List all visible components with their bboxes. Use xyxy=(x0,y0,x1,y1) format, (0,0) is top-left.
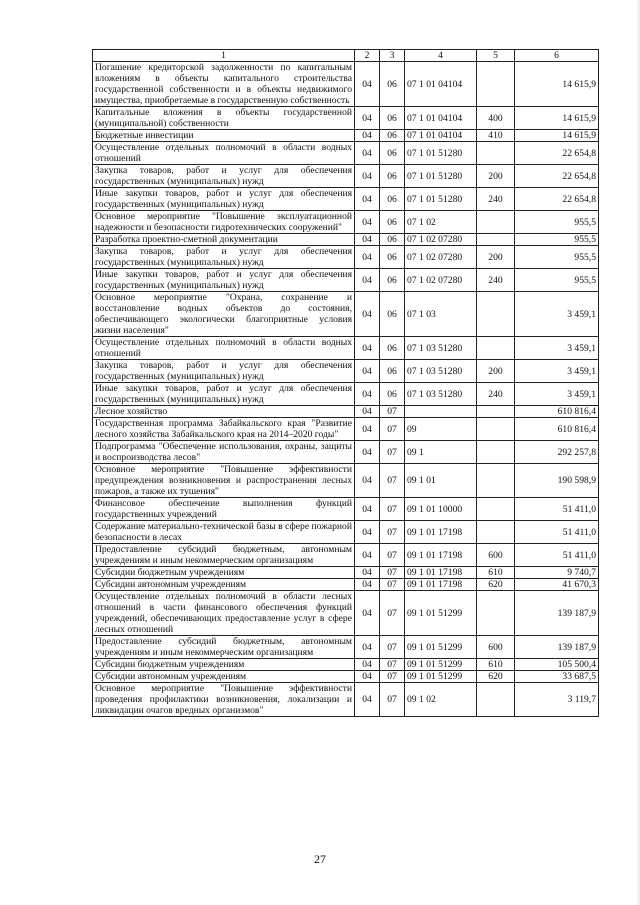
table-row xyxy=(93,683,599,717)
row-amount: 22 654,8 xyxy=(515,142,599,165)
table-row xyxy=(93,130,599,142)
row-expense-type xyxy=(477,683,515,717)
row-section: 04 xyxy=(355,360,380,383)
row-expense-type xyxy=(477,292,515,337)
row-section: 04 xyxy=(355,337,380,360)
row-name: Финансовое обеспечение выполнения функций государственных учреждений xyxy=(93,498,355,521)
row-amount: 3 459,1 xyxy=(515,337,599,360)
scan-edge xyxy=(636,0,640,905)
row-name: Иные закупки товаров, работ и услуг для обеспечения государственных (муниципальных) нужд xyxy=(93,269,355,292)
row-subsection: 07 xyxy=(380,418,405,441)
budget-table xyxy=(92,49,599,717)
row-amount: 9 740,7 xyxy=(515,567,599,579)
row-amount: 22 654,8 xyxy=(515,165,599,188)
row-expense-type: 240 xyxy=(477,269,515,292)
row-expense-type: 200 xyxy=(477,360,515,383)
row-target-article: 07 1 01 51280 xyxy=(405,165,477,188)
row-section: 04 xyxy=(355,130,380,142)
row-subsection: 06 xyxy=(380,130,405,142)
row-amount: 139 187,9 xyxy=(515,636,599,659)
row-expense-type xyxy=(477,406,515,418)
row-name: Погашение кредиторской задолженности по капитальным вложениям в объекты капитального строительства государственной собственности и в объекты недвижимого имущества, приобретаемые в государственную собственность xyxy=(93,62,355,107)
table-row xyxy=(93,234,599,246)
row-section: 04 xyxy=(355,521,380,544)
row-amount: 33 687,5 xyxy=(515,671,599,683)
table-row xyxy=(93,636,599,659)
row-section: 04 xyxy=(355,62,380,107)
row-subsection: 07 xyxy=(380,544,405,567)
row-section: 04 xyxy=(355,418,380,441)
row-name: Разработка проектно-сметной документации xyxy=(93,234,355,246)
table-row xyxy=(93,211,599,234)
row-target-article: 07 1 03 xyxy=(405,292,477,337)
table-row xyxy=(93,246,599,269)
row-name: Предоставление субсидий бюджетным, автономным учреждениям и иным некоммерческим организациям xyxy=(93,636,355,659)
row-expense-type: 240 xyxy=(477,383,515,406)
row-target-article: 07 1 03 51280 xyxy=(405,383,477,406)
row-amount: 41 670,3 xyxy=(515,579,599,591)
row-target-article: 09 1 01 10000 xyxy=(405,498,477,521)
row-amount: 51 411,0 xyxy=(515,544,599,567)
table-row xyxy=(93,165,599,188)
table-row xyxy=(93,383,599,406)
row-target-article: 07 1 01 04104 xyxy=(405,130,477,142)
row-expense-type: 600 xyxy=(477,636,515,659)
row-expense-type xyxy=(477,521,515,544)
row-expense-type xyxy=(477,441,515,464)
row-target-article: 07 1 01 51280 xyxy=(405,188,477,211)
row-target-article: 09 1 01 51299 xyxy=(405,636,477,659)
row-section: 04 xyxy=(355,544,380,567)
row-expense-type xyxy=(477,62,515,107)
row-subsection: 07 xyxy=(380,567,405,579)
row-target-article: 07 1 02 07280 xyxy=(405,246,477,269)
row-amount: 14 615,9 xyxy=(515,62,599,107)
row-section: 04 xyxy=(355,211,380,234)
row-name: Подпрограмма "Обеспечение использования, охраны, защиты и воспроизводства лесов" xyxy=(93,441,355,464)
row-name: Лесное хозяйство xyxy=(93,406,355,418)
row-expense-type: 610 xyxy=(477,567,515,579)
row-subsection: 07 xyxy=(380,591,405,636)
row-section: 04 xyxy=(355,683,380,717)
table-row xyxy=(93,107,599,130)
row-name: Основное мероприятие "Охрана, сохранение и восстановление водных объектов до состояния, обеспечивающего экологически благоприятные условия жизни населения" xyxy=(93,292,355,337)
row-subsection: 06 xyxy=(380,269,405,292)
row-subsection: 07 xyxy=(380,579,405,591)
row-name: Закупка товаров, работ и услуг для обеспечения государственных (муниципальных) нужд xyxy=(93,360,355,383)
row-amount: 14 615,9 xyxy=(515,107,599,130)
row-name: Основное мероприятие "Повышение эффективности проведения профилактики возникновения, локализации и ликвидации очагов вредных организмов" xyxy=(93,683,355,717)
row-expense-type xyxy=(477,337,515,360)
row-subsection: 07 xyxy=(380,498,405,521)
row-name: Субсидии автономным учреждениям xyxy=(93,671,355,683)
row-expense-type xyxy=(477,234,515,246)
row-expense-type: 620 xyxy=(477,579,515,591)
table-row xyxy=(93,360,599,383)
row-section: 04 xyxy=(355,464,380,498)
row-target-article: 07 1 01 04104 xyxy=(405,107,477,130)
row-name: Осуществление отдельных полномочий в области водных отношений xyxy=(93,142,355,165)
row-expense-type: 200 xyxy=(477,165,515,188)
row-subsection: 07 xyxy=(380,683,405,717)
row-expense-type: 400 xyxy=(477,107,515,130)
header-col-3: 3 xyxy=(380,50,405,62)
row-name: Осуществление отдельных полномочий в области водных отношений xyxy=(93,337,355,360)
row-name: Иные закупки товаров, работ и услуг для обеспечения государственных (муниципальных) нужд xyxy=(93,188,355,211)
row-target-article: 09 1 01 51299 xyxy=(405,671,477,683)
page-number: 27 xyxy=(314,852,326,866)
table-row xyxy=(93,269,599,292)
row-name: Субсидии бюджетным учреждениям xyxy=(93,567,355,579)
row-subsection: 06 xyxy=(380,337,405,360)
row-expense-type xyxy=(477,464,515,498)
row-subsection: 06 xyxy=(380,246,405,269)
row-expense-type xyxy=(477,142,515,165)
row-amount: 139 187,9 xyxy=(515,591,599,636)
table-row xyxy=(93,337,599,360)
row-target-article: 09 1 02 xyxy=(405,683,477,717)
row-subsection: 06 xyxy=(380,211,405,234)
row-section: 04 xyxy=(355,498,380,521)
row-target-article: 09 1 01 17198 xyxy=(405,521,477,544)
row-expense-type xyxy=(477,211,515,234)
row-section: 04 xyxy=(355,188,380,211)
row-expense-type xyxy=(477,591,515,636)
row-expense-type: 610 xyxy=(477,659,515,671)
row-target-article: 09 1 01 51299 xyxy=(405,591,477,636)
table-header-row xyxy=(93,50,599,62)
row-name: Содержание материально-технической базы в сфере пожарной безопасности в лесах xyxy=(93,521,355,544)
row-amount: 14 615,9 xyxy=(515,130,599,142)
header-col-1: 1 xyxy=(93,50,355,62)
row-subsection: 07 xyxy=(380,521,405,544)
row-subsection: 07 xyxy=(380,464,405,498)
row-amount: 51 411,0 xyxy=(515,498,599,521)
table-row xyxy=(93,498,599,521)
row-name: Субсидии бюджетным учреждениям xyxy=(93,659,355,671)
table-row xyxy=(93,464,599,498)
header-col-6: 6 xyxy=(515,50,599,62)
row-target-article: 07 1 01 04104 xyxy=(405,62,477,107)
row-amount: 105 500,4 xyxy=(515,659,599,671)
row-amount: 3 459,1 xyxy=(515,383,599,406)
table-row xyxy=(93,591,599,636)
row-target-article: 07 1 02 07280 xyxy=(405,269,477,292)
row-amount: 610 816,4 xyxy=(515,406,599,418)
row-name: Иные закупки товаров, работ и услуг для обеспечения государственных (муниципальных) нужд xyxy=(93,383,355,406)
row-name: Основное мероприятие "Повышение эксплуатационной надежности и безопасности гидротехнических сооружений" xyxy=(93,211,355,234)
row-subsection: 06 xyxy=(380,165,405,188)
row-section: 04 xyxy=(355,591,380,636)
row-section: 04 xyxy=(355,234,380,246)
row-target-article: 07 1 01 51280 xyxy=(405,142,477,165)
table-row xyxy=(93,441,599,464)
row-section: 04 xyxy=(355,659,380,671)
table-row xyxy=(93,406,599,418)
row-amount: 22 654,8 xyxy=(515,188,599,211)
row-name: Предоставление субсидий бюджетным, автономным учреждениям и иным некоммерческим организациям xyxy=(93,544,355,567)
row-target-article: 07 1 02 xyxy=(405,211,477,234)
row-target-article: 09 xyxy=(405,418,477,441)
row-expense-type: 600 xyxy=(477,544,515,567)
row-subsection: 06 xyxy=(380,234,405,246)
row-section: 04 xyxy=(355,165,380,188)
row-amount: 51 411,0 xyxy=(515,521,599,544)
row-name: Субсидии автономным учреждениям xyxy=(93,579,355,591)
row-name: Государственная программа Забайкальского края "Развитие лесного хозяйства Забайкальского края на 2014–2020 годы" xyxy=(93,418,355,441)
row-section: 04 xyxy=(355,579,380,591)
row-expense-type xyxy=(477,418,515,441)
row-subsection: 07 xyxy=(380,406,405,418)
table-body xyxy=(93,62,599,717)
header-col-5: 5 xyxy=(477,50,515,62)
row-target-article xyxy=(405,406,477,418)
row-target-article: 09 1 01 xyxy=(405,464,477,498)
row-expense-type: 200 xyxy=(477,246,515,269)
row-subsection: 06 xyxy=(380,62,405,107)
table-row xyxy=(93,579,599,591)
row-expense-type: 620 xyxy=(477,671,515,683)
row-target-article: 09 1 01 17198 xyxy=(405,567,477,579)
table-row xyxy=(93,142,599,165)
row-expense-type: 410 xyxy=(477,130,515,142)
table-row xyxy=(93,292,599,337)
row-target-article: 07 1 03 51280 xyxy=(405,360,477,383)
row-subsection: 06 xyxy=(380,107,405,130)
row-name: Осуществление отдельных полномочий в области лесных отношений в части финансового обеспечения функций учреждений, обеспечивающих предоставление услуг в сфере лесных отношений xyxy=(93,591,355,636)
table-row xyxy=(93,659,599,671)
row-section: 04 xyxy=(355,671,380,683)
row-target-article: 09 1 01 17198 xyxy=(405,579,477,591)
row-target-article: 09 1 01 17198 xyxy=(405,544,477,567)
row-name: Основное мероприятие "Повышение эффективности предупреждения возникновения и распространения лесных пожаров, а также их тушения" xyxy=(93,464,355,498)
row-name: Капитальные вложения в объекты государственной (муниципальной) собственности xyxy=(93,107,355,130)
row-target-article: 09 1 01 51299 xyxy=(405,659,477,671)
row-subsection: 07 xyxy=(380,441,405,464)
row-amount: 955,5 xyxy=(515,234,599,246)
row-subsection: 07 xyxy=(380,671,405,683)
row-section: 04 xyxy=(355,246,380,269)
table-row xyxy=(93,418,599,441)
row-amount: 955,5 xyxy=(515,269,599,292)
row-target-article: 09 1 xyxy=(405,441,477,464)
row-subsection: 06 xyxy=(380,360,405,383)
row-amount: 3 459,1 xyxy=(515,292,599,337)
table-row xyxy=(93,567,599,579)
row-amount: 955,5 xyxy=(515,246,599,269)
row-amount: 292 257,8 xyxy=(515,441,599,464)
table-row xyxy=(93,521,599,544)
row-section: 04 xyxy=(355,292,380,337)
row-target-article: 07 1 03 51280 xyxy=(405,337,477,360)
table-row xyxy=(93,544,599,567)
row-section: 04 xyxy=(355,383,380,406)
row-subsection: 07 xyxy=(380,636,405,659)
row-expense-type: 240 xyxy=(477,188,515,211)
row-target-article: 07 1 02 07280 xyxy=(405,234,477,246)
row-name: Закупка товаров, работ и услуг для обеспечения государственных (муниципальных) нужд xyxy=(93,246,355,269)
row-subsection: 06 xyxy=(380,188,405,211)
row-amount: 3 119,7 xyxy=(515,683,599,717)
header-col-2: 2 xyxy=(355,50,380,62)
row-name: Бюджетные инвестиции xyxy=(93,130,355,142)
row-section: 04 xyxy=(355,269,380,292)
row-subsection: 07 xyxy=(380,659,405,671)
row-name: Закупка товаров, работ и услуг для обеспечения государственных (муниципальных) нужд xyxy=(93,165,355,188)
header-col-4: 4 xyxy=(405,50,477,62)
row-section: 04 xyxy=(355,636,380,659)
row-amount: 3 459,1 xyxy=(515,360,599,383)
row-subsection: 06 xyxy=(380,383,405,406)
row-amount: 610 816,4 xyxy=(515,418,599,441)
row-amount: 190 598,9 xyxy=(515,464,599,498)
row-section: 04 xyxy=(355,441,380,464)
table-row xyxy=(93,188,599,211)
row-section: 04 xyxy=(355,406,380,418)
row-section: 04 xyxy=(355,142,380,165)
table-row xyxy=(93,62,599,107)
row-expense-type xyxy=(477,498,515,521)
row-subsection: 06 xyxy=(380,292,405,337)
row-subsection: 06 xyxy=(380,142,405,165)
row-amount: 955,5 xyxy=(515,211,599,234)
table-row xyxy=(93,671,599,683)
row-section: 04 xyxy=(355,567,380,579)
row-section: 04 xyxy=(355,107,380,130)
